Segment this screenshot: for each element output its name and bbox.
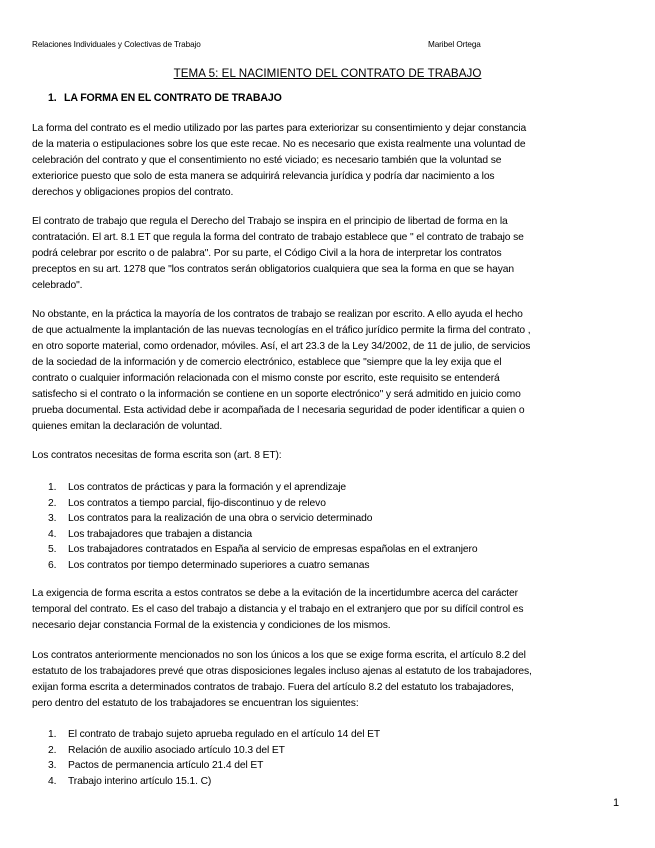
paragraph-line: derechos y obligaciones propios del contrato. bbox=[32, 187, 234, 198]
list-item-number: 1. bbox=[48, 482, 57, 493]
list-item bbox=[48, 527, 477, 543]
list-item-number: 2. bbox=[48, 744, 57, 756]
list-item-text: Pactos de permanencia artículo 21.4 del ET bbox=[68, 760, 264, 771]
list-item-text: Los contratos para la realización de una obra o servicio determinado bbox=[68, 513, 373, 524]
paragraph-line: Los contratos anteriormente mencionados no son los únicos a los que se exige forma escrita, el artículo 8.2 del bbox=[32, 650, 526, 661]
list-item-number: 1. bbox=[48, 729, 57, 740]
section-heading bbox=[48, 92, 282, 104]
paragraph-line: en otro soporte material, como ordenador, móviles. Así, el art 23.3 de la Ley 34/2002, de 11 de julio, de servicios bbox=[32, 341, 531, 352]
page-title: TEMA 5: EL NACIMIENTO DEL CONTRATO DE TRABAJO bbox=[173, 67, 482, 80]
paragraph-line: de la sociedad de la información y de comercio electrónico, establece que "siempre que la ley exija que el bbox=[32, 357, 502, 368]
paragraph-line: La exigencia de forma escrita a estos contratos se debe a la evitación de la incertidumbre acerca del carácter bbox=[32, 588, 518, 599]
list-item bbox=[48, 743, 380, 759]
paragraph-line: temporal del contrato. Es el caso del trabajo a distancia y el trabajo en el extranjero que por su difícil control es bbox=[32, 604, 524, 615]
list-item-text: Los contratos a tiempo parcial, fijo-discontinuo y de relevo bbox=[68, 497, 326, 509]
list-item bbox=[48, 727, 380, 743]
list-item-number: 5. bbox=[48, 544, 57, 555]
paragraph-line: contratación. El art. 8.1 ET que regula la forma del contrato de trabajo establece que " el contrato de trabajo se bbox=[32, 232, 524, 243]
paragraph-3 bbox=[32, 307, 624, 435]
paragraph-line: exteriorice puesto que solo de esta manera se adquirirá relevancia jurídica y podría dar nacimiento a los bbox=[32, 171, 495, 182]
paragraph-6 bbox=[32, 648, 624, 712]
paragraph-line: Los contratos necesitas de forma escrita son (art. 8 ET): bbox=[32, 450, 282, 461]
paragraph-2 bbox=[32, 214, 624, 294]
paragraph-line: No obstante, en la práctica la mayoría de los contratos de trabajo se realizan por escrito. A ello ayuda el hecho bbox=[32, 309, 523, 320]
other-written-contracts-list bbox=[48, 727, 380, 789]
paragraph-line: celebrado". bbox=[32, 280, 83, 291]
running-header-author: Maribel Ortega bbox=[428, 40, 481, 49]
list-item-number: 2. bbox=[48, 497, 57, 509]
list-item-number: 4. bbox=[48, 775, 57, 787]
list-item bbox=[48, 511, 477, 527]
paragraph-line: celebración del contrato y que el consentimiento no esté viciado; es necesario también que la voluntad se bbox=[32, 155, 502, 166]
running-header-course: Relaciones Individuales y Colectivas de Trabajo bbox=[32, 40, 201, 49]
section-number: 1. bbox=[48, 92, 57, 104]
paragraph-line: pero dentro del estatuto de los trabajadores se encuentran los siguientes: bbox=[32, 698, 359, 709]
paragraph-line: prueba documental. Esta actividad debe ir acompañada de l necesaria seguridad de poder identificar a quien o bbox=[32, 405, 525, 416]
list-item-number: 4. bbox=[48, 528, 57, 540]
page-number: 1 bbox=[613, 797, 620, 809]
paragraph-line: satisfecho si el contrato o la información se contiene en un soporte electrónico" y será admitido en juicio como bbox=[32, 389, 521, 400]
paragraph-line: estatuto de los trabajadores prevé que otras disposiciones legales incluso ajenas al estatuto de los trabajadores, bbox=[32, 666, 532, 677]
list-item bbox=[48, 480, 477, 496]
list-item-text: Los trabajadores que trabajen a distancia bbox=[68, 528, 252, 540]
paragraph-5 bbox=[32, 586, 624, 634]
paragraph-line: necesario dejar constancia Formal de la existencia y condiciones de los mismos. bbox=[32, 620, 391, 631]
paragraph-line: de la materia o estipulaciones sobre los que este recae. No es necesario que exista realmente una voluntad de bbox=[32, 139, 526, 150]
paragraph-line: contrato o cualquier información relacionada con el mismo conste por escrito, este requisito se entenderá bbox=[32, 373, 500, 384]
paragraph-4 bbox=[32, 448, 624, 464]
list-item-text: Los contratos de prácticas y para la formación y el aprendizaje bbox=[68, 482, 347, 493]
list-item bbox=[48, 558, 477, 574]
list-item-text: Los trabajadores contratados en España al servicio de empresas españolas en el extranjero bbox=[68, 544, 478, 555]
list-item-number: 6. bbox=[48, 559, 57, 571]
list-item-number: 3. bbox=[48, 513, 57, 524]
list-item bbox=[48, 496, 477, 512]
paragraph-line: El contrato de trabajo que regula el Derecho del Trabajo se inspira en el principio de libertad de forma en la bbox=[32, 216, 508, 227]
paragraph-line: La forma del contrato es el medio utilizado por las partes para exteriorizar su consentimiento y dejar constancia bbox=[32, 123, 527, 134]
paragraph-line: podrá celebrar por escrito o de palabra". Por su parte, el Código Civil a la hora de interpretar los contratos bbox=[32, 248, 502, 259]
list-item-text: Trabajo interino artículo 15.1. C) bbox=[68, 775, 212, 787]
list-item-number: 3. bbox=[48, 760, 57, 771]
list-item-text: Los contratos por tiempo determinado superiores a cuatro semanas bbox=[68, 559, 370, 571]
list-item-text: El contrato de trabajo sujeto aprueba regulado en el artículo 14 del ET bbox=[68, 729, 381, 740]
list-item bbox=[48, 542, 477, 558]
paragraph-line: exijan forma escrita a determinados contratos de trabajo. Fuera del artículo 8.2 del estatuto los trabajadores, bbox=[32, 682, 514, 693]
written-form-contracts-list bbox=[48, 480, 477, 573]
paragraph-line: quienes emitan la declaración de voluntad. bbox=[32, 421, 223, 432]
list-item bbox=[48, 774, 380, 790]
paragraph-line: de que actualmente la implantación de las nuevas tecnologías en el tráfico jurídico permite la firma del contrato , bbox=[32, 325, 531, 336]
list-item-text: Relación de auxilio asociado artículo 10.3 del ET bbox=[68, 744, 285, 756]
paragraph-1 bbox=[32, 121, 624, 201]
section-heading-text: LA FORMA EN EL CONTRATO DE TRABAJO bbox=[64, 92, 282, 104]
list-item bbox=[48, 758, 380, 774]
paragraph-line: preceptos en su art. 1278 que "los contratos serán obligatorios cualquiera que sea la forma en que se hayan bbox=[32, 264, 514, 275]
